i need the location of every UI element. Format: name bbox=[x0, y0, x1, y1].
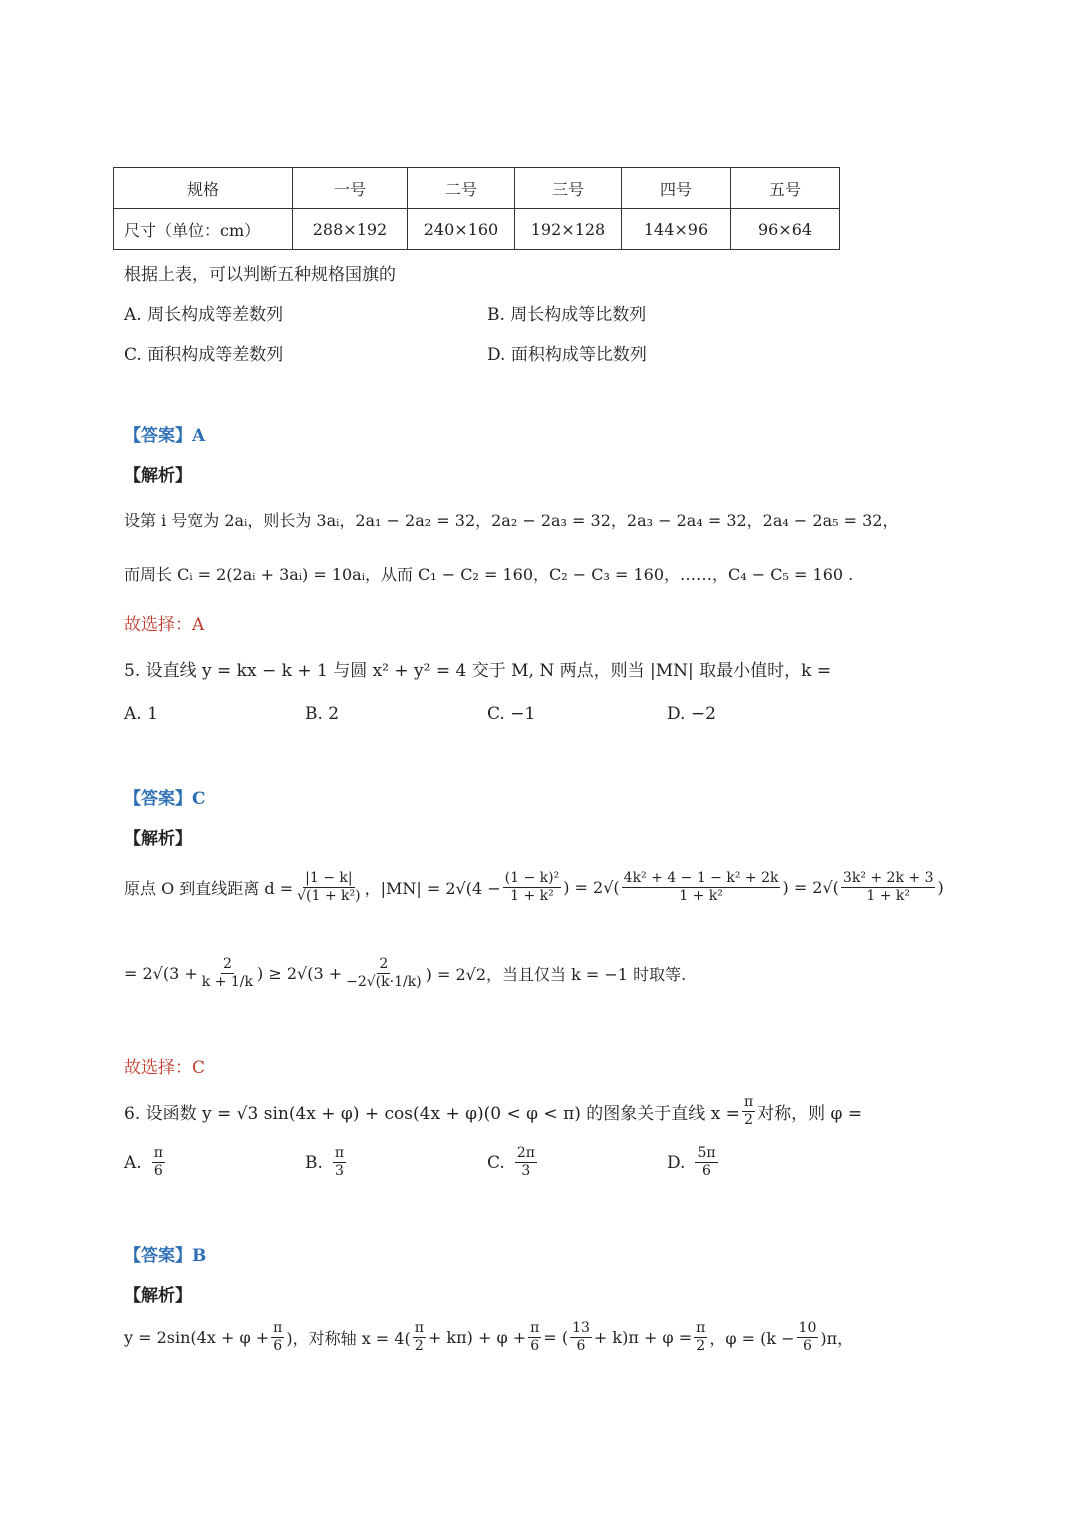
fraction: $\frac{\pi}{2}$ bbox=[743, 1094, 754, 1128]
text: ) = 2√( bbox=[782, 878, 839, 897]
text: 对称，则 φ = bbox=[757, 1104, 863, 1124]
q5-option-d: D. −2 bbox=[667, 704, 716, 724]
fraction: $\frac{2}{k + 1/k}$ bbox=[201, 956, 254, 990]
q5-stem: 5. 设直线 y = kx − k + 1 与圆 x² + y² = 4 交于 M, N 两点，则当 |MN| 取最小值时，k = bbox=[124, 661, 832, 681]
text: = ( bbox=[543, 1328, 569, 1347]
text: )π， bbox=[820, 1329, 854, 1348]
fraction: $\frac{10}{6}$ bbox=[798, 1320, 817, 1354]
text: ) bbox=[937, 878, 944, 897]
option-label: B. bbox=[305, 1152, 323, 1173]
option-label: A. bbox=[124, 1152, 142, 1173]
text: 6. 设函数 y = √3 sin(4x + φ) + cos(4x + φ)(0 < φ < π) 的图象关于直线 x = bbox=[124, 1104, 740, 1124]
q6-option-b bbox=[305, 1145, 348, 1180]
text: = 2√(3 + bbox=[124, 964, 198, 983]
fraction: $\frac{2\pi}{3}$ bbox=[516, 1145, 535, 1179]
table-cell: 96×64 bbox=[731, 209, 840, 250]
option-label: C. bbox=[487, 1152, 505, 1173]
text: ) ≥ 2√(3 + bbox=[257, 964, 343, 983]
q6-analysis-line bbox=[124, 1320, 853, 1355]
q4-option-d: D. 面积构成等比数列 bbox=[487, 345, 647, 365]
fraction: $\frac{|1 - k|}{\text{√(1 + k²)}}$ bbox=[297, 870, 361, 904]
table-header-cell: 三号 bbox=[515, 168, 622, 209]
table-row bbox=[114, 209, 840, 250]
q5-option-c: C. −1 bbox=[487, 704, 536, 724]
q5-analysis-line2 bbox=[124, 956, 686, 991]
table-header-cell: 四号 bbox=[622, 168, 731, 209]
q5-option-a: A. 1 bbox=[124, 704, 158, 724]
fraction: $\frac{\text{(1 − k)²}}{\text{1 + k²}}$ bbox=[504, 870, 560, 904]
table-header-cell: 规格 bbox=[114, 168, 293, 209]
fraction: $\frac{\text{3k² + 2k + 3}}{\text{1 + k²}}$ bbox=[842, 870, 934, 904]
text: 原点 O 到直线距离 d = bbox=[124, 879, 294, 898]
q5-select: 故选择：C bbox=[124, 1058, 206, 1078]
q6-answer-label: 【答案】B bbox=[124, 1246, 207, 1266]
q6-analysis-label: 【解析】 bbox=[124, 1286, 192, 1306]
table-cell: 240×160 bbox=[408, 209, 515, 250]
q4-analysis-label: 【解析】 bbox=[124, 466, 192, 486]
table-row-label: 尺寸（单位：cm） bbox=[114, 209, 293, 250]
fraction: $\frac{\text{4k² + 4 − 1 − k² + 2k}}{\text{1 + k²}}$ bbox=[623, 870, 779, 904]
fraction: $\frac{5\pi}{6}$ bbox=[697, 1145, 716, 1179]
fraction: $\frac{\pi}{2}$ bbox=[696, 1320, 706, 1354]
q5-answer-label: 【答案】C bbox=[124, 789, 206, 809]
fraction: $\frac{\pi}{6}$ bbox=[153, 1145, 163, 1179]
q6-option-a bbox=[124, 1145, 167, 1180]
fraction: $\frac{\pi}{6}$ bbox=[273, 1320, 283, 1354]
table-cell: 144×96 bbox=[622, 209, 731, 250]
q4-stem: 根据上表，可以判断五种规格国旗的 bbox=[124, 265, 396, 285]
q5-analysis-label: 【解析】 bbox=[124, 829, 192, 849]
spec-table bbox=[113, 167, 840, 250]
q4-option-a: A. 周长构成等差数列 bbox=[124, 305, 284, 325]
table-cell: 192×128 bbox=[515, 209, 622, 250]
table-header-cell: 一号 bbox=[293, 168, 408, 209]
table-header-cell: 二号 bbox=[408, 168, 515, 209]
q5-analysis-line1 bbox=[124, 870, 944, 905]
q4-analysis-line2: 而周长 Cᵢ = 2(2aᵢ + 3aᵢ) = 10aᵢ，从而 C₁ − C₂ = 160，C₂ − C₃ = 160，……，C₄ − C₅ = 160 . bbox=[124, 565, 854, 584]
q4-analysis-line1: 设第 i 号宽为 2aᵢ，则长为 3aᵢ，2a₁ − 2a₂ = 32，2a₂ − 2a₃ = 32，2a₃ − 2a₄ = 32，2a₄ − 2a₅ = 32， bbox=[124, 511, 899, 530]
fraction: $\frac{\pi}{2}$ bbox=[414, 1320, 424, 1354]
text: + kπ) + φ + bbox=[427, 1328, 527, 1347]
text: )，对称轴 x = 4( bbox=[286, 1329, 411, 1348]
q6-option-d bbox=[667, 1145, 720, 1180]
fraction: $\frac{2}{-2√(k\cdot 1/k)}$ bbox=[346, 956, 422, 990]
text: y = 2sin(4x + φ + bbox=[124, 1328, 270, 1347]
table-header-cell: 五号 bbox=[731, 168, 840, 209]
text: + k)π + φ = bbox=[593, 1328, 693, 1347]
text: ，|MN| = 2√(4 − bbox=[364, 879, 501, 898]
fraction: $\frac{13}{6}$ bbox=[572, 1320, 590, 1354]
fraction: $\frac{\pi}{6}$ bbox=[530, 1320, 540, 1354]
q4-answer-label: 【答案】A bbox=[124, 426, 206, 446]
q6-option-c bbox=[487, 1145, 539, 1180]
q4-option-c: C. 面积构成等差数列 bbox=[124, 345, 284, 365]
text: ) = 2√2，当且仅当 k = −1 时取等. bbox=[425, 965, 687, 984]
table-header-row bbox=[114, 168, 840, 209]
text: ，φ = (k − bbox=[709, 1329, 795, 1348]
q4-option-b: B. 周长构成等比数列 bbox=[487, 305, 647, 325]
text: ) = 2√( bbox=[563, 878, 620, 897]
q5-option-b: B. 2 bbox=[305, 704, 340, 724]
q4-select: 故选择：A bbox=[124, 615, 205, 635]
option-label: D. bbox=[667, 1152, 686, 1173]
fraction: $\frac{\pi}{3}$ bbox=[334, 1145, 345, 1179]
table-cell: 288×192 bbox=[293, 209, 408, 250]
q6-stem bbox=[124, 1094, 862, 1129]
